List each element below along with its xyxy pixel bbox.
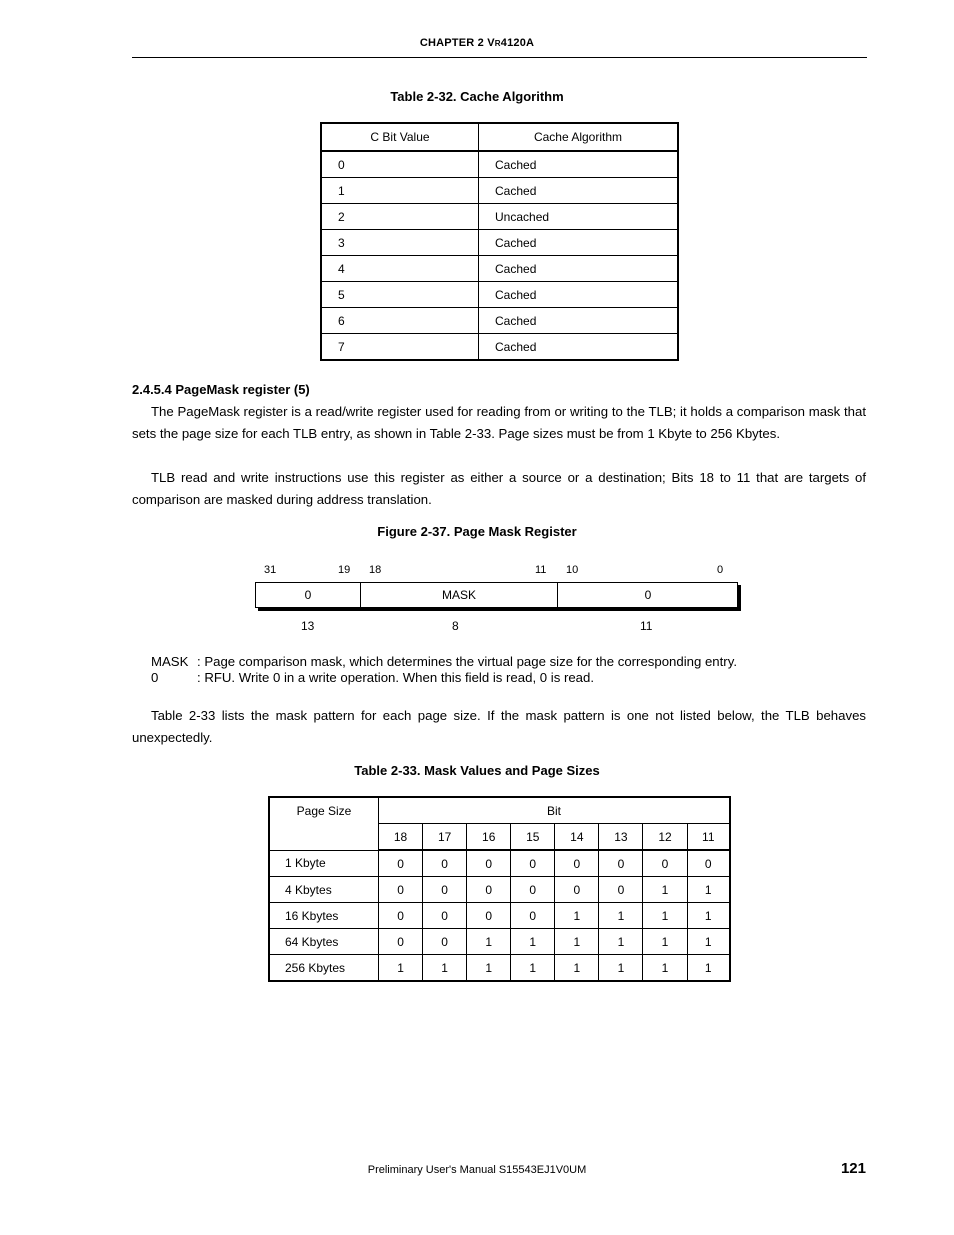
table-cell: 0 <box>423 850 467 877</box>
table-cell: 4 <box>321 256 479 282</box>
bit-header-cell: 16 <box>467 824 511 851</box>
bit-number: 31 <box>264 564 277 576</box>
table-cell: 16 Kbytes <box>269 903 379 929</box>
table-cell: 0 <box>321 151 479 178</box>
paragraph-1: The PageMask register is a read/write register used for reading from or writing to the TLB; it holds a comparison mask that sets the page size for each TLB entry, as shown in Table 2-33. Page sizes must be from 1 Kbyte to 256 Kbytes. <box>132 404 866 441</box>
table-cell: 1 <box>687 955 730 982</box>
table-cell: 4 Kbytes <box>269 877 379 903</box>
table-cell: 0 <box>379 903 423 929</box>
table-cell: 0 <box>555 877 599 903</box>
legend-text: : Page comparison mask, which determines the virtual page size for the corresponding entry. <box>197 654 737 669</box>
table-cell: 1 <box>643 929 687 955</box>
table-cell: 0 <box>379 850 423 877</box>
table-cell: 1 <box>321 178 479 204</box>
table-cell: 1 <box>643 955 687 982</box>
bit-header-cell: 17 <box>423 824 467 851</box>
table-cell: 64 Kbytes <box>269 929 379 955</box>
table-cell: 2 <box>321 204 479 230</box>
paragraph-3: Table 2-33 lists the mask pattern for each page size. If the mask pattern is one not listed below, the TLB behaves unexpectedly. <box>132 708 866 745</box>
table-cell: 1 <box>643 903 687 929</box>
table-cell: Cached <box>479 256 679 282</box>
chapter-prefix: CHAPTER 2 V <box>419 37 495 49</box>
table-cell: Uncached <box>479 204 679 230</box>
bit-header-cell: 11 <box>687 824 730 851</box>
field-width: 13 <box>301 619 315 633</box>
table-cell: 0 <box>423 929 467 955</box>
table-row <box>269 903 730 929</box>
chapter-header <box>0 37 954 49</box>
table-cell: 0 <box>423 877 467 903</box>
bit-header-cell: 13 <box>599 824 643 851</box>
table-cell: 0 <box>467 850 511 877</box>
header-rule <box>132 57 867 58</box>
table-row <box>269 850 730 877</box>
table-cell: 0 <box>599 850 643 877</box>
legend-text: : RFU. Write 0 in a write operation. When this field is read, 0 is read. <box>197 670 595 685</box>
table-cell: 1 <box>599 903 643 929</box>
table-row <box>321 256 678 282</box>
table-cell: 256 Kbytes <box>269 955 379 982</box>
table-cell: 6 <box>321 308 479 334</box>
table-cell: 0 <box>511 877 555 903</box>
table-row <box>321 230 678 256</box>
table-cell: 1 <box>687 903 730 929</box>
bit-number: 19 <box>338 564 351 576</box>
table-cell: Cached <box>479 334 679 361</box>
table-cell: 1 Kbyte <box>269 850 379 877</box>
table-cell: 1 <box>599 955 643 982</box>
chapter-subscript: R <box>494 39 501 48</box>
table-cell: 0 <box>379 877 423 903</box>
bit-header-cell: 14 <box>555 824 599 851</box>
table-row <box>269 955 730 982</box>
table-cell: 1 <box>687 877 730 903</box>
table-row <box>269 929 730 955</box>
table-cell: 0 <box>423 903 467 929</box>
header-cell: C Bit Value <box>321 123 479 151</box>
cache-algorithm-table <box>320 122 679 361</box>
table-cell: 5 <box>321 282 479 308</box>
mask-values-table <box>268 796 731 982</box>
table-cell: 1 <box>467 955 511 982</box>
bit-header-cell: 18 <box>379 824 423 851</box>
table-cell: 7 <box>321 334 479 361</box>
register-field-mask: MASK <box>360 583 557 607</box>
table-cell: 1 <box>687 929 730 955</box>
table-cell: 0 <box>555 850 599 877</box>
table-row <box>269 877 730 903</box>
table-row <box>321 151 678 178</box>
table-cell: 0 <box>379 929 423 955</box>
page-number: 121 <box>840 1160 866 1177</box>
table-row <box>321 204 678 230</box>
table-cell: 1 <box>555 903 599 929</box>
pagemask-register-diagram <box>255 582 738 608</box>
figure-caption: Figure 2-37. Page Mask Register <box>377 524 577 539</box>
table-cache-caption: Table 2-32. Cache Algorithm <box>390 89 564 104</box>
table-cell: 1 <box>379 955 423 982</box>
table-cell: 1 <box>643 877 687 903</box>
paragraph-2: TLB read and write instructions use this register as either a source or a destination; Bits 18 to 11 that are targets of comparison are masked during address translation. <box>132 470 866 507</box>
table-cell: 0 <box>599 877 643 903</box>
table-cell: Cached <box>479 308 679 334</box>
legend-key: 0 <box>151 670 159 685</box>
table-mask-caption: Table 2-33. Mask Values and Page Sizes <box>354 763 600 778</box>
bit-number: 18 <box>369 564 382 576</box>
table-cell: 3 <box>321 230 479 256</box>
table-cell: 0 <box>467 877 511 903</box>
table-cell: Cached <box>479 178 679 204</box>
legend-item <box>151 654 737 669</box>
register-field-rfu-low: 0 <box>557 583 738 607</box>
footer-text: Preliminary User's Manual S15543EJ1V0UM <box>367 1164 587 1176</box>
table-group-header-row <box>269 797 730 824</box>
field-width: 8 <box>452 619 459 633</box>
table-header-row <box>321 123 678 151</box>
header-cell: Cache Algorithm <box>479 123 679 151</box>
header-cell: Page Size <box>269 797 379 850</box>
legend-item <box>151 670 594 685</box>
table-cell: Cached <box>479 282 679 308</box>
table-row <box>321 178 678 204</box>
register-field-rfu-high: 0 <box>304 588 312 602</box>
header-cell: Bit <box>379 797 731 824</box>
table-cell: 0 <box>511 850 555 877</box>
table-cell: 1 <box>467 929 511 955</box>
table-cell: 1 <box>555 929 599 955</box>
table-cell: Cached <box>479 230 679 256</box>
bit-header-cell: 15 <box>511 824 555 851</box>
table-cell: 1 <box>511 929 555 955</box>
table-cell: 1 <box>555 955 599 982</box>
bit-header-cell: 12 <box>643 824 687 851</box>
table-row <box>321 308 678 334</box>
table-row <box>321 334 678 361</box>
bit-number: 11 <box>535 564 547 576</box>
table-cell: 0 <box>687 850 730 877</box>
table-cell: 0 <box>467 903 511 929</box>
table-cell: Cached <box>479 151 679 178</box>
bit-number: 0 <box>717 564 724 576</box>
field-width: 11 <box>640 619 653 633</box>
table-cell: 1 <box>511 955 555 982</box>
bit-number: 10 <box>566 564 579 576</box>
legend-key: MASK <box>151 654 189 669</box>
chapter-suffix: 4120A <box>500 37 535 49</box>
table-row <box>321 282 678 308</box>
table-cell: 0 <box>511 903 555 929</box>
table-cell: 0 <box>643 850 687 877</box>
section-heading: 2.4.5.4 PageMask register (5) <box>132 382 310 397</box>
table-cell: 1 <box>599 929 643 955</box>
table-cell: 1 <box>423 955 467 982</box>
